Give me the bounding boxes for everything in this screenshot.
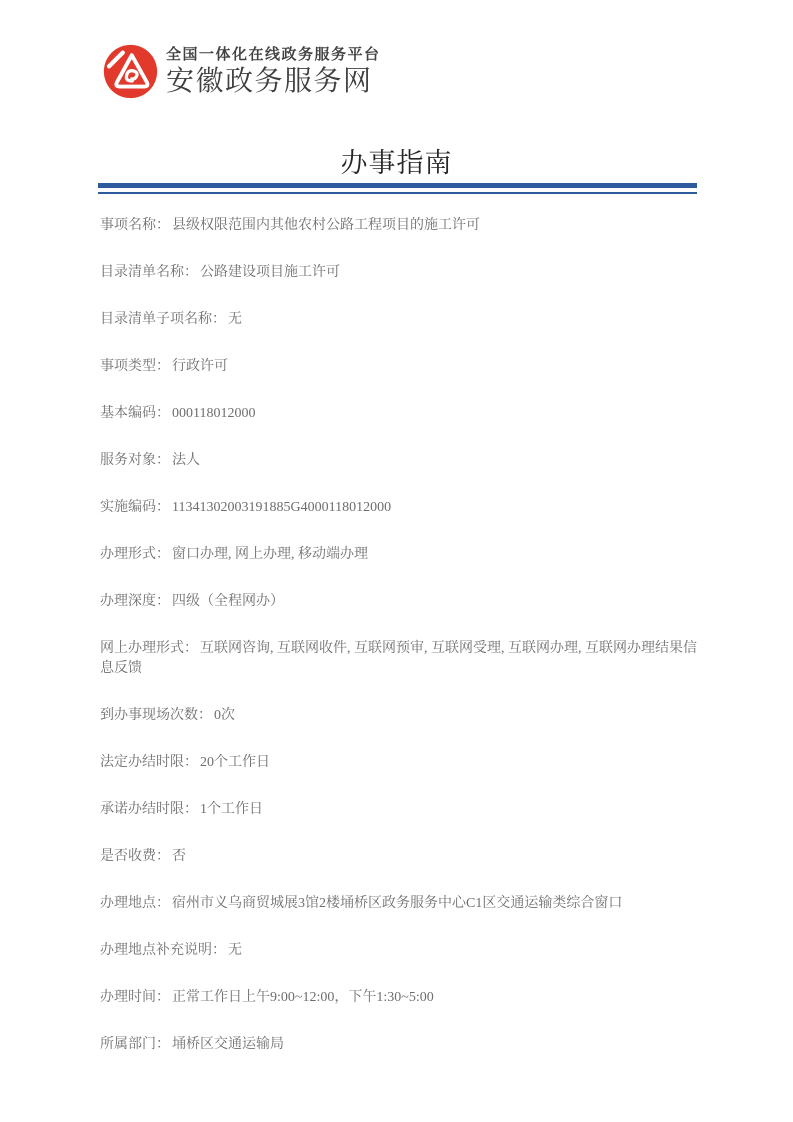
field-value: 法人: [172, 453, 200, 468]
field-label: 事项类型：: [100, 359, 170, 374]
field-row-item-type: [100, 357, 700, 377]
field-row-item-name: [100, 216, 700, 236]
field-label: 实施编码：: [100, 500, 170, 515]
field-label: 办理形式：: [100, 547, 170, 562]
field-row-handling-time: [100, 988, 700, 1008]
field-label: 所属部门：: [100, 1037, 170, 1052]
field-label: 基本编码：: [100, 406, 170, 421]
field-value: 无: [228, 312, 242, 327]
field-value: 行政许可: [172, 359, 228, 374]
field-label: 办理时间：: [100, 990, 170, 1005]
field-label: 目录清单子项名称：: [100, 312, 226, 327]
service-guide-fields: [100, 216, 700, 1082]
page-title: 办事指南: [340, 148, 453, 178]
field-value: 埇桥区交通运输局: [172, 1037, 284, 1052]
field-value: 宿州市义乌商贸城展3馆2楼埇桥区政务服务中心C1区交通运输类综合窗口: [172, 896, 623, 911]
platform-tagline: 全国一体化在线政务服务平台: [166, 46, 381, 63]
field-value: 县级权限范围内其他农村公路工程项目的施工许可: [172, 218, 480, 233]
field-row-statutory-time-limit: [100, 753, 700, 773]
field-value: 互联网咨询, 互联网收件, 互联网预审, 互联网受理, 互联网办理, 互联网办理结果信息反馈: [100, 641, 697, 676]
field-label: 办理地点补充说明：: [100, 943, 226, 958]
field-value: 窗口办理, 网上办理, 移动端办理: [172, 547, 368, 562]
field-value: 正常工作日上午9:00~12:00，下午1:30~5:00: [172, 990, 434, 1005]
field-label: 目录清单名称：: [100, 265, 198, 280]
field-value: 四级（全程网办）: [172, 594, 284, 609]
header-text: [166, 46, 381, 97]
field-row-fee-charged: [100, 847, 700, 867]
title-divider: [98, 183, 697, 194]
field-label: 网上办理形式：: [100, 641, 198, 656]
field-row-location-note: [100, 941, 700, 961]
field-value: 11341302003191885G4000118012000: [172, 500, 392, 515]
site-header: [103, 44, 381, 99]
field-label: 法定办结时限：: [100, 755, 198, 770]
field-row-implementation-code: [100, 498, 700, 518]
field-row-handling-depth: [100, 592, 700, 612]
field-label: 事项名称：: [100, 218, 170, 233]
field-row-department: [100, 1035, 700, 1055]
field-row-site-visits: [100, 706, 700, 726]
field-row-online-handling-form: [100, 639, 700, 679]
field-row-catalog-subitem-name: [100, 310, 700, 330]
field-value: 0次: [214, 708, 235, 723]
field-row-promised-time-limit: [100, 800, 700, 820]
field-value: 无: [228, 943, 242, 958]
field-label: 服务对象：: [100, 453, 170, 468]
field-label: 承诺办结时限：: [100, 802, 198, 817]
anhui-gov-logo-icon: [103, 44, 158, 99]
site-name: 安徽政务服务网: [166, 65, 373, 96]
field-row-service-target: [100, 451, 700, 471]
field-row-handling-form: [100, 545, 700, 565]
field-value: 公路建设项目施工许可: [200, 265, 340, 280]
field-value: 否: [172, 849, 186, 864]
field-row-basic-code: [100, 404, 700, 424]
field-value: 000118012000: [172, 406, 256, 421]
field-label: 是否收费：: [100, 849, 170, 864]
field-label: 办理深度：: [100, 594, 170, 609]
field-value: 1个工作日: [200, 802, 263, 817]
divider-thin-rule: [98, 192, 697, 194]
field-row-catalog-name: [100, 263, 700, 283]
field-label: 到办事现场次数：: [100, 708, 212, 723]
field-value: 20个工作日: [200, 755, 270, 770]
field-row-handling-location: [100, 894, 700, 914]
field-label: 办理地点：: [100, 896, 170, 911]
